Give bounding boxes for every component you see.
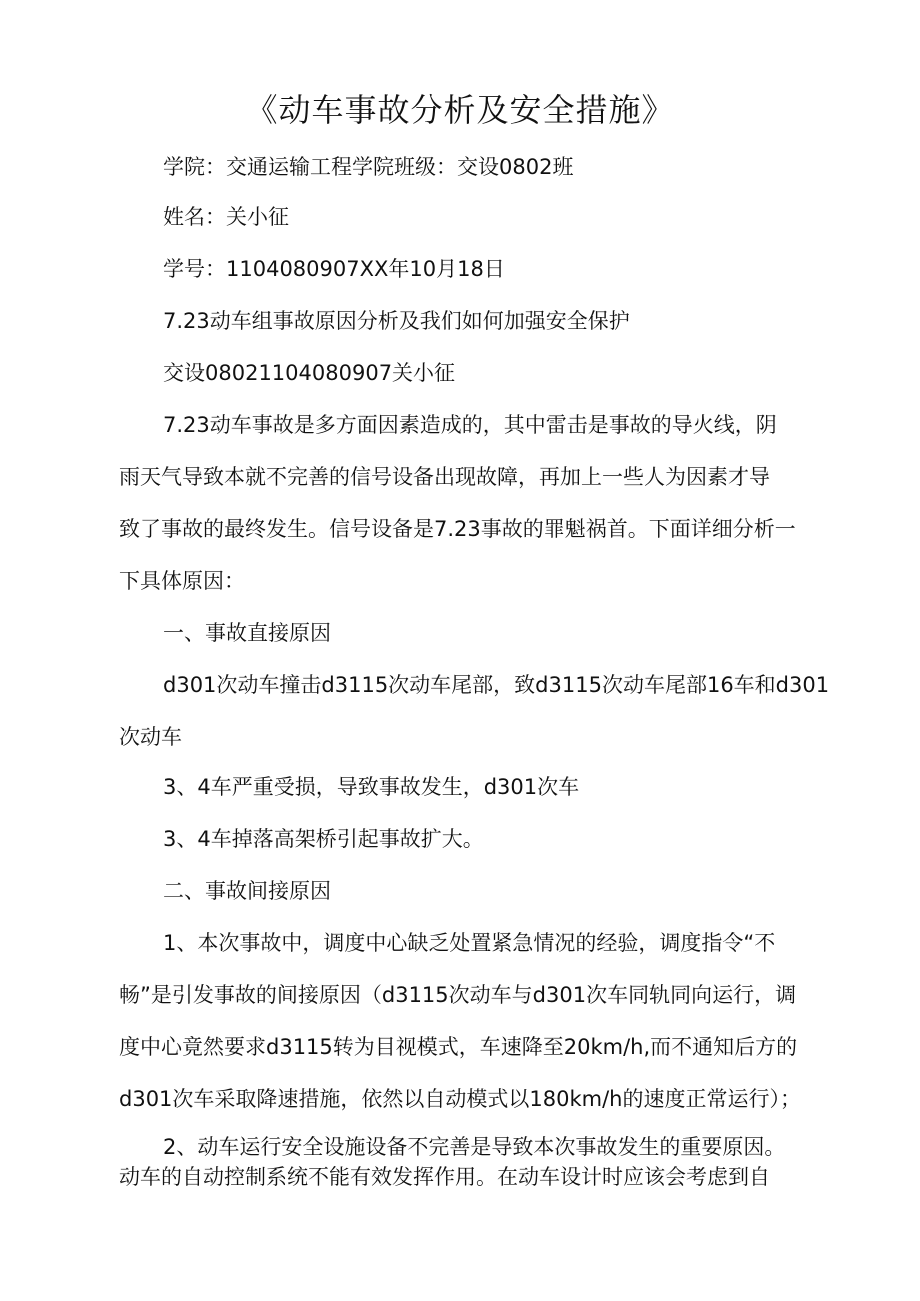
section1-item-a: 3、4车严重受损，导致事故发生，d301次车	[163, 775, 580, 799]
section1-item-b: 3、4车掉落高架桥引起事故扩大。	[163, 827, 484, 851]
point2-line-2: 动车的自动控制系统不能有效发挥作用。在动车设计时应该会考虑到自	[119, 1165, 770, 1189]
section2-point2	[119, 1132, 799, 1192]
section1-paragraph	[119, 670, 830, 774]
name-line: 姓名：关小征	[163, 205, 289, 229]
essay-subtitle: 7.23动车组事故原因分析及我们如何加强安全保护	[163, 309, 630, 333]
intro-line-1: 7.23动车事故是多方面因素造成的，其中雷击是事故的导火线，阴	[163, 413, 777, 437]
section2-point1	[119, 928, 799, 1136]
intro-line-4: 下具体原因：	[119, 569, 245, 593]
intro-line-2: 雨天气导致本就不完善的信号设备出现故障，再加上一些人为因素才导	[119, 465, 770, 489]
point2-line-1: 2、动车运行安全设施设备不完善是导致本次事故发生的重要原因。	[163, 1135, 786, 1159]
point1-line-1: 1、本次事故中，调度中心缺乏处置紧急情况的经验，调度指令“不	[163, 931, 776, 955]
point1-line-3: 度中心竟然要求d3115转为目视模式，车速降至20km/h,而不通知后方的	[119, 1035, 798, 1059]
section2-heading: 二、事故间接原因	[163, 879, 331, 903]
student-id-date-line: 学号：1104080907XX年10月18日	[163, 257, 505, 281]
point1-line-4: d301次车采取降速措施，依然以自动模式以180km/h的速度正常运行）；	[119, 1087, 801, 1111]
college-class-line: 学院：交通运输工程学院班级：交设0802班	[163, 155, 574, 179]
intro-line-3: 致了事故的最终发生。信号设备是7.23事故的罪魁祸首。下面详细分析一	[119, 517, 796, 541]
section1-heading: 一、事故直接原因	[163, 621, 331, 645]
point1-line-2: 畅”是引发事故的间接原因（d3115次动车与d301次车同轨同向运行，调	[119, 983, 797, 1007]
intro-paragraph	[119, 410, 799, 618]
section1-line-2: 次动车	[119, 725, 182, 749]
section1-line-1: d301次动车撞击d3115次动车尾部，致d3115次动车尾部16车和d301	[163, 673, 830, 697]
author-line: 交设08021104080907关小征	[163, 361, 456, 385]
document-title: 《动车事故分析及安全措施》	[245, 91, 675, 129]
